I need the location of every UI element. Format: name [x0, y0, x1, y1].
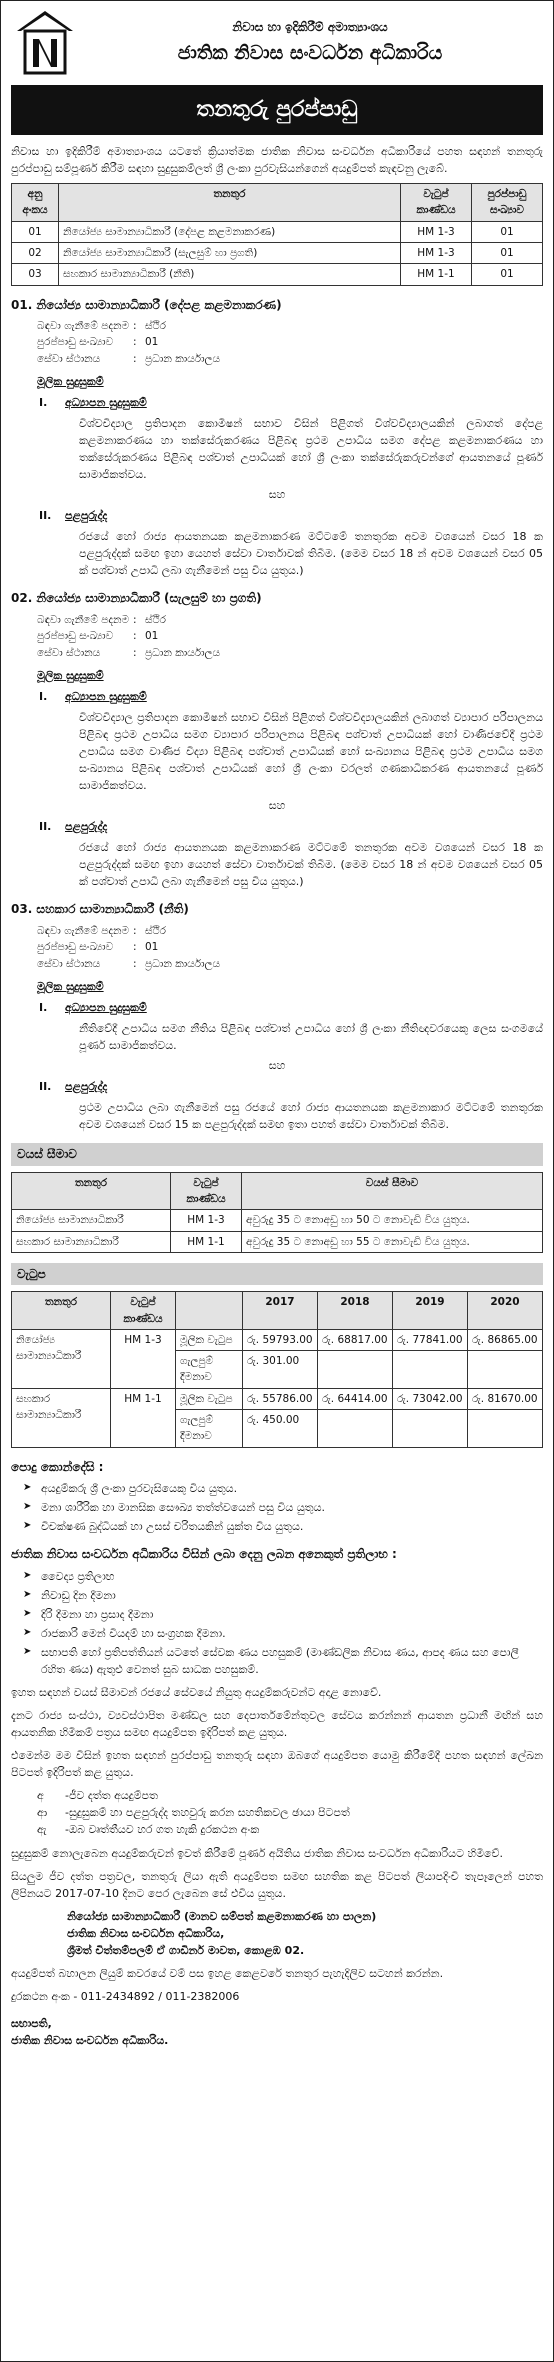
- salary-heading: වැටුප: [11, 1263, 543, 1286]
- item-number: II.: [39, 509, 52, 523]
- paragraph: සියලුම ජීව දත්ත පත්‍රවල, තනතුරු ලියා ඇති අයදුම්පත සමඟ සහතික කළ පිටපත් ලියාපදිංචි තැපෑලෙන් පහත ලිපිනයට 2017-07-10 දිනට පෙර ලැබෙන සේ එවිය යුතුය.: [11, 1869, 543, 1900]
- authority-name: ජාතික නිවාස සංවර්ධන අධිකාරිය: [177, 41, 443, 64]
- experience-block: [39, 507, 543, 579]
- list-item: ➤ රාජකාරි මෙන් වියදම් හා සංග්‍රහක දීමනා.: [41, 1625, 543, 1642]
- address-line: නියෝජ්‍ය සාමාන්‍යාධිකාරී (මානව සම්පත් කළමනාකරණ හා පාලන): [67, 1909, 377, 1923]
- envelope-note: අයදුම්පත් බහාලන ලියුම් කවරයේ වම් පස ඉහළ කෙළවරේ තනතුර පැහැදිලිව සටහන් කරන්න.: [11, 1966, 444, 1980]
- value: ප්‍රධාන කාර්යාලය: [145, 957, 221, 970]
- value: ස්ථිර: [145, 320, 166, 333]
- section-title: 01. නියෝජ්‍ය සාමාන්‍යාධිකාරී (දේපළ කළමනාකරණ): [11, 297, 282, 312]
- cell: රු. 55786.00: [243, 1388, 318, 1409]
- postal-address: [67, 1908, 543, 1959]
- col-header: 2017: [243, 1292, 318, 1330]
- benefits-heading: ජාතික නිවාස සංවර්ධන අධිකාරිය විසින් ලබා දෙනු ලබන අනෙකුත් ප්‍රතිලාභ :: [11, 1547, 397, 1562]
- col-header: 2020: [468, 1292, 543, 1330]
- cell: HM 1-3: [401, 221, 472, 242]
- experience-text: ප්‍රථම උපාධිය ලබා ගැනීමෙන් පසු රජයේ හෝ රාජ්‍ය ආයතනයක කළමනාකාර මට්ටමේ තනතුරක අවම වශයෙන් වසර 15 ක පළපුරුද්දක් සමඟ ඉතා පහත් සේවා වාර්තාවක් තිබීම.: [79, 1101, 543, 1132]
- cell: HM 1-1: [401, 264, 472, 285]
- age-limit-table: [11, 1172, 543, 1253]
- and-separator: සහ: [268, 488, 286, 502]
- experience-heading: පළපුරුද්ද: [65, 820, 108, 834]
- cell: අවුරුදු 35 ට නොඅඩු හා 55 ට නොවැඩි විය යුතුය.: [242, 1231, 543, 1252]
- table-row: [12, 242, 543, 263]
- label: සේවා ස්ථානය: [37, 957, 101, 970]
- list-item: ➤ මනා ශාරීරික හා මානසික සෞඛ්‍ය තත්ත්වයෙන් පසු විය යුතුය.: [41, 1499, 543, 1516]
- education-heading: අධ්‍යාපන සුදුසුකම්: [65, 395, 147, 409]
- table-row: [12, 1210, 543, 1231]
- qualifications-heading: මූලික සුදුසුකම්: [37, 668, 104, 682]
- address-line: ශ්‍රීමත් චිත්තම්පලම් ඒ ගාඩිනර් මාවත, කොළඹ 02.: [67, 1943, 305, 1957]
- table-row: [12, 221, 543, 242]
- label: බඳවා ගැනීමේ පදනම: [37, 614, 130, 627]
- item-number: I.: [39, 395, 48, 409]
- address-line: ජාතික නිවාස සංවර්ධන අධිකාරිය,: [67, 1926, 225, 1940]
- cell: [393, 1351, 468, 1389]
- cell: රු. 77841.00: [393, 1329, 468, 1350]
- item-number: II.: [39, 820, 52, 834]
- section-title: 03. සහකාර සාමාන්‍යාධිකාරී (නීති): [11, 902, 189, 917]
- item-number: I.: [39, 689, 48, 703]
- signatory-title: සභාපති,: [11, 2016, 52, 2030]
- paragraph: එමෙන්ම මම විසින් ඉහත සඳහන් පුරප්පාඩු තනතුරු සඳහා ඔබගේ අයදුම්පත යොමු කිරීමේදී පහත සඳහන් ලේඛන පිටපත් ඉදිරිපත් කළ යුතුය.: [11, 1749, 543, 1780]
- cell: නියෝජ්‍ය සාමාන්‍යාධිකාරී: [12, 1329, 111, 1388]
- phone-numbers: දුරකථන අංක - 011-2434892 / 011-2382006: [11, 1989, 240, 2003]
- cell: 03: [12, 264, 59, 285]
- cell: රු. 301.00: [243, 1351, 318, 1389]
- list-item: ➤ නිවාඩු දින දීමනා: [41, 1587, 543, 1604]
- col-header: [176, 1292, 243, 1330]
- cell: රු. 81670.00: [468, 1388, 543, 1409]
- item-number: II.: [39, 1080, 52, 1093]
- cell: රු. 68817.00: [318, 1329, 393, 1350]
- experience-heading: පළපුරුද්ද: [65, 1080, 108, 1093]
- header: [11, 7, 543, 79]
- paragraph: සුදුසුකම් නොලැබෙන අයදුම්කරුවන් ඉවත් කිරීමේ පූර්ණ අයිතිය ජාතික නිවාස සංවර්ධන අධිකාරියට හිමිවේ.: [11, 1846, 503, 1860]
- education-block: [39, 688, 543, 794]
- value: 01: [145, 336, 159, 349]
- paragraph: ඉහත සඳහන් වයස් සීමාවන් රජයේ සේවයේ නියුතු අයදුම්කරුවන්ට අදාළ නොවේ.: [11, 1686, 382, 1700]
- col-header: තනතුර: [59, 184, 401, 222]
- and-separator: සහ: [268, 1058, 286, 1072]
- education-heading: අධ්‍යාපන සුදුසුකම්: [65, 1000, 147, 1014]
- value: ප්‍රධාන කාර්යාලය: [145, 646, 221, 659]
- label: පුරප්පාඩු සංඛ්‍යාව: [37, 336, 114, 349]
- nhda-logo-icon: [13, 7, 77, 79]
- cell: 01: [472, 221, 543, 242]
- cell: සහකාර සාමාන්‍යාධිකාරී (නීති): [59, 264, 401, 285]
- list-item: ➤ සභාපති හෝ ප්‍රතිපත්තියන් යටතේ සේවක ණය පහසුකම් (මාණ්ඩලික නිවාස ණය, ආපද ණය සහ පොලී රහිත ණය) ඇතුළු වෙනත් සුබ සාධක පහසුකම්.: [41, 1644, 543, 1678]
- section-title: 02. නියෝජ්‍ය සාමාන්‍යාධිකාරී (සැලසුම් හා ප්‍රගති): [11, 591, 262, 606]
- list-item: අ - ජීව දත්ත අයදුම්පත: [37, 1789, 158, 1803]
- age-limit-heading: වයස් සීමාව: [11, 1143, 543, 1166]
- list-item: ➤ අයදුම්කරු ශ්‍රී ලංකා පුරවැසියෙකු විය යුතුය.: [41, 1480, 543, 1497]
- intro-text: නිවාස හා ඉදිකිරීම් අමාත්‍යාංශය යටතේ ක්‍රියාත්මක ජාතික නිවාස සංවර්ධන අධිකාරියේ පහත සඳහන් තනතුරු පුරප්පාඩු සම්පූර්ණ කිරීම සඳහා සුදුසුකම්ලත් ශ්‍රී ලංකා පුරවැසියන්ගෙන් අයදුම්පත් කැඳවනු ලැබේ.: [11, 145, 543, 176]
- cell: [318, 1409, 393, 1447]
- documents-list: [37, 1787, 543, 1838]
- list-item: ඇ - ඔබ වෘත්තීයව හර ගත හැකි දුරකථන අංක: [37, 1823, 260, 1837]
- cell: මූලික වැටුප: [176, 1329, 243, 1350]
- cell: රු. 64414.00: [318, 1388, 393, 1409]
- list-item: ➤ වෛද්‍ය ප්‍රතිලාභ: [41, 1568, 543, 1585]
- label: බඳවා ගැනීමේ පදනම: [37, 924, 130, 937]
- col-header: තනතුර: [12, 1172, 171, 1210]
- cell: HM 1-3: [111, 1329, 176, 1388]
- list-item: ආ - සුදුසුකම් හා පළපුරුද්ද තහවුරු කරන සහතිකවල ඡායා පිටපත්: [37, 1806, 350, 1820]
- post-details: බඳවා ගැනීමේ පදනම : ස්ථිර පුරප්පාඩු සංඛ්‍යාව : 01 සේවා ස්ථානය : ප්‍රධාන කාර්යාලය: [37, 612, 543, 661]
- table-row: [12, 1388, 543, 1409]
- cell: HM 1-1: [111, 1388, 176, 1447]
- cell: රු. 73042.00: [393, 1388, 468, 1409]
- cell: HM 1-3: [171, 1210, 242, 1231]
- value: 01: [145, 941, 159, 954]
- col-header: පුරප්පාඩු සංඛ්‍යාව: [472, 184, 543, 222]
- cell: රු. 450.00: [243, 1409, 318, 1447]
- col-header: අනු අංකය: [12, 184, 59, 222]
- cell: HM 1-1: [171, 1231, 242, 1252]
- cell: 01: [472, 242, 543, 263]
- label: පුරප්පාඩු සංඛ්‍යාව: [37, 630, 114, 643]
- cell: 01: [472, 264, 543, 285]
- post-details: බඳවා ගැනීමේ පදනම : ස්ථිර පුරප්පාඩු සංඛ්‍යාව : 01 සේවා ස්ථානය : ප්‍රධාන කාර්යාලය: [37, 318, 543, 367]
- education-block: [39, 394, 543, 483]
- and-separator: සහ: [268, 799, 286, 813]
- cell: [468, 1409, 543, 1447]
- table-row: [12, 1231, 543, 1252]
- cell: නියෝජ්‍ය සාමාන්‍යාධිකාරී: [12, 1210, 171, 1231]
- col-header: වැටුප් කාණ්ඩය: [111, 1292, 176, 1330]
- cell: සහකාර සාමාන්‍යාධිකාරී: [12, 1231, 171, 1252]
- experience-text: රජයේ හෝ රාජ්‍ය ආයතනයක කළමනාකරණ මට්ටමේ තනතුරක අවම වශයෙන් වසර 18 ක පළපුරුද්දක් සමඟ ඉහා යෙහත් සේවා වාර්තාවක් තිබීම. (මෙම වසර 18 න් අවම වශයෙන් වසර 05 ක් පශ්චාත් උපාධි ලබා ගැනීමෙන් පසු විය යුතුය.): [79, 530, 543, 578]
- cell: ගැලපුම් දීමනාව: [176, 1409, 243, 1447]
- col-header: වයස් සීමාව: [242, 1172, 543, 1210]
- value: 01: [145, 630, 159, 643]
- list-item: ➤ විචක්ෂණ බුද්ධියක් හා උසස් චරිතයකින් යුක්ත විය යුතුය.: [41, 1518, 543, 1535]
- cell: 02: [12, 242, 59, 263]
- label: පුරප්පාඩු සංඛ්‍යාව: [37, 941, 114, 954]
- cell: [393, 1409, 468, 1447]
- col-header: වැටුප් කාණ්ඩය: [401, 184, 472, 222]
- cell: සහකාර සාමාන්‍යාධිකාරී: [12, 1388, 111, 1447]
- signatory-org: ජාතික නිවාස සංවර්ධන අධිකාරිය.: [11, 2033, 169, 2047]
- table-row: [12, 1329, 543, 1350]
- education-heading: අධ්‍යාපන සුදුසුකම්: [65, 689, 147, 703]
- qualifications-heading: මූලික සුදුසුකම්: [37, 979, 104, 993]
- cell: රු. 59793.00: [243, 1329, 318, 1350]
- general-conditions-heading: පොදු කොන්දේසි :: [11, 1459, 104, 1474]
- cell: HM 1-3: [401, 242, 472, 263]
- value: ප්‍රධාන කාර්යාලය: [145, 352, 221, 365]
- page-title: තනතුරු පුරප්පාඩු: [11, 85, 543, 135]
- cell: නියෝජ්‍ය සාමාන්‍යාධිකාරී (සැලසුම් හා ප්‍රගති): [59, 242, 401, 263]
- col-header: තනතුර: [12, 1292, 111, 1330]
- label: බඳවා ගැනීමේ පදනම: [37, 320, 130, 333]
- experience-text: රජයේ හෝ රාජ්‍ය ආයතනයක කළමනාකරණ මට්ටමේ තනතුරක අවම වශයෙන් වසර 18 ක පළපුරුද්දක් සමඟ ඉහා යෙහත් සේවා වාර්තාවක් තිබීම. (මෙම වසර 18 න් අවම වශයෙන් වසර 05 ක් පශ්චාත් උපාධි ලබා ගැනීමෙන් පසු විය යුතුය.): [79, 841, 543, 889]
- vacancy-table: [11, 183, 543, 285]
- label: සේවා ස්ථානය: [37, 352, 101, 365]
- col-header: වැටුප් කාණ්ඩය: [171, 1172, 242, 1210]
- paragraph: දැනට රාජ්‍ය සංස්ථා, ව්‍යවස්ථාපිත මණ්ඩල සහ දෙපාර්තමේන්තුවල සේවය කරන්නන් ආයතන ප්‍රධානී මඟින් සහ ආයතනික හිමිකම් පත්‍රය සමඟ අයදුම්පත ඉදිරිපත් කළ යුතුය.: [11, 1709, 543, 1740]
- experience-block: [39, 1078, 543, 1133]
- salary-table: [11, 1291, 543, 1447]
- cell: 01: [12, 221, 59, 242]
- benefits-list: [11, 1568, 543, 1678]
- label: සේවා ස්ථානය: [37, 646, 101, 659]
- list-item: ➤ දිරි දීමනා හා ප්‍රසාද දීමනා: [41, 1606, 543, 1623]
- col-header: 2018: [318, 1292, 393, 1330]
- cell: [318, 1351, 393, 1389]
- ministry-name: නිවාස හා ඉදිකිරීම් අමාත්‍යාංශය: [232, 19, 388, 34]
- col-header: 2019: [393, 1292, 468, 1330]
- experience-heading: පළපුරුද්ද: [65, 509, 108, 523]
- table-row: [12, 264, 543, 285]
- value: ස්ථිර: [145, 924, 166, 937]
- qualifications-heading: මූලික සුදුසුකම්: [37, 374, 104, 388]
- value: ස්ථිර: [145, 614, 166, 627]
- cell: රු. 86865.00: [468, 1329, 543, 1350]
- education-block: [39, 999, 543, 1054]
- cell: නියෝජ්‍ය සාමාන්‍යාධිකාරී (දේපළ කළමනාකරණ): [59, 221, 401, 242]
- cell: අවුරුදු 35 ට නොඅඩු හා 50 ට නොවැඩි විය යුතුය.: [242, 1210, 543, 1231]
- education-text: නීතිවේදී උපාධිය සමග නීතිය පිළිබඳ පශ්චාත් උපාධිය හෝ ශ්‍රී ලංකා නීතිඥවරයෙකු ලෙස සංගමයේ පූර්ණ සාමාජිකත්වය.: [79, 1021, 543, 1052]
- cell: [468, 1351, 543, 1389]
- experience-block: [39, 818, 543, 890]
- cell: මූලික වැටුප: [176, 1388, 243, 1409]
- item-number: I.: [39, 1000, 48, 1014]
- education-text: විශ්වවිද්‍යාල ප්‍රතිපාදන කොමිෂන් සභාව විසින් පිළිගත් විශ්වවිද්‍යාලයකින් ලබාගත් දේපළ කළමනාකරණය හා තක්සේරුකරණය පිළිබඳ ප්‍රථම උපාධිය සමග දේපළ කළමනාකරණය හා තක්සේරුකරණය පිළිබඳ පශ්චාත් උපාධියක් හෝ ශ්‍රී ලංකා තක්සේරුකරුවන්ගේ ආයතනයේ පූර්ණ සාමාජිකත්වය.: [79, 417, 543, 482]
- signature-block: [11, 2015, 543, 2049]
- post-details: බඳවා ගැනීමේ පදනම : ස්ථිර පුරප්පාඩු සංඛ්‍යාව : 01 සේවා ස්ථානය : ප්‍රධාන කාර්යාලය: [37, 923, 543, 972]
- cell: ගැලපුම් දීමනාව: [176, 1351, 243, 1389]
- general-conditions-list: [11, 1480, 543, 1535]
- education-text: විශ්වවිද්‍යාල ප්‍රතිපාදන කොමිෂන් සභාව විසින් පිළිගත් විශ්වවිද්‍යාලයකින් ලබාගත් ව්‍යාපාර පරිපාලනය පිළිබඳ ප්‍රථම උපාධිය සමග ව්‍යාපාර පරිපාලනය පිළිබඳ පශ්චාත් උපාධියක් හෝ වාණිජවේදී ප්‍රථම උපාධිය සමග වාණිජ විද්‍යා පිළිබඳ පශ්චාත් උපාධියක් හෝ සංඛ්‍යානය පිළිබඳ ප්‍රථම උපාධිය සමග සංඛ්‍යානය පිළිබඳ පශ්චාත් උපාධියක් හෝ ශ්‍රී ලංකා වරලත් ගණකාධිකරණ ආයතනයේ පූර්ණ සාමාජිකත්වය.: [79, 710, 543, 793]
